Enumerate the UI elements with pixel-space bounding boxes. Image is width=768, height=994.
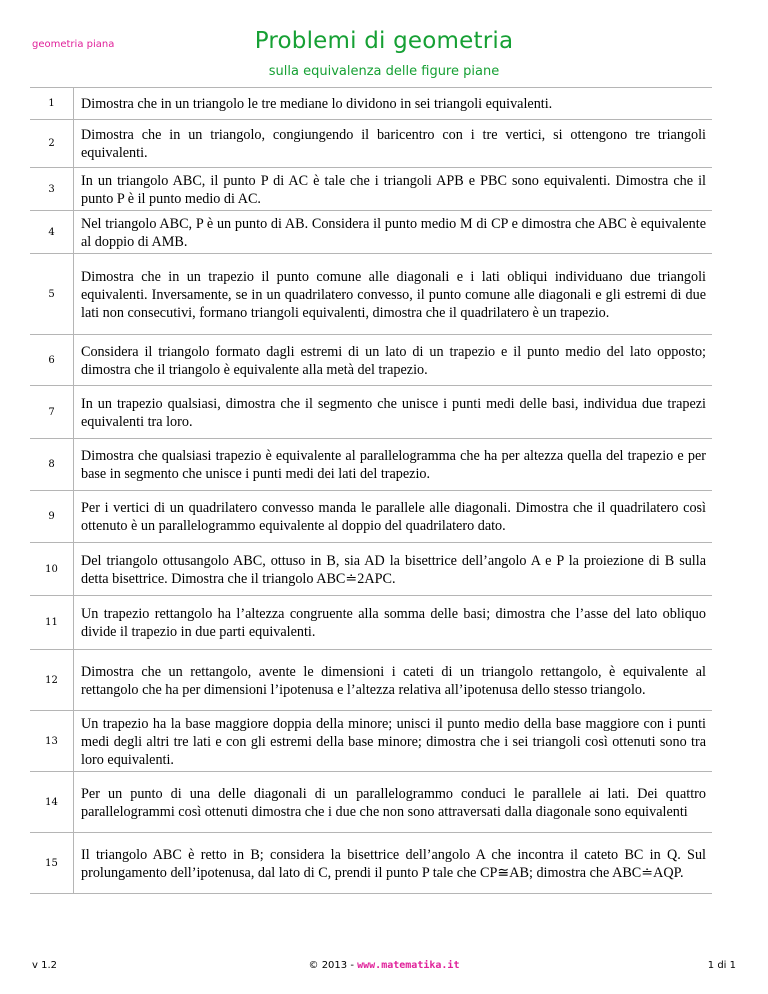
problem-number: 15 bbox=[30, 833, 74, 893]
problem-row bbox=[30, 772, 712, 833]
footer-copyright bbox=[0, 960, 768, 971]
problem-text: Dimostra che in un triangolo, congiungendo il baricentro con i tre vertici, si ottengono tre triangoli equivalenti. bbox=[81, 127, 706, 161]
problem-text: Dimostra che in un triangolo le tre mediane lo dividono in sei triangoli equivalenti. bbox=[81, 96, 553, 112]
problem-number: 6 bbox=[30, 335, 74, 385]
problem-number: 5 bbox=[30, 254, 74, 334]
footer-page-number: 1 di 1 bbox=[707, 960, 736, 971]
problem-row bbox=[30, 386, 712, 439]
footer-version: v 1.2 bbox=[32, 960, 57, 971]
problem-row bbox=[30, 120, 712, 168]
problem-row bbox=[30, 211, 712, 254]
page-subtitle: sulla equivalenza delle figure piane bbox=[268, 64, 500, 79]
problem-row bbox=[30, 650, 712, 711]
problem-text: Un trapezio rettangolo ha l’altezza congruente alla somma delle basi; dimostra che l’asse del lato obliquo divide il trapezio in due parti equivalenti. bbox=[81, 606, 706, 640]
problem-text: In un trapezio qualsiasi, dimostra che il segmento che unisce i punti medi delle basi, individua due trapezi equivalenti tra loro. bbox=[81, 395, 706, 430]
problem-number: 12 bbox=[30, 650, 74, 710]
problems-table bbox=[30, 87, 712, 894]
problem-number: 1 bbox=[30, 88, 74, 119]
problem-text: Il triangolo ABC è retto in B; considera la bisettrice dell’angolo A che incontra il cateto BC in Q. Sul prolungamento dell’ipotenusa, dal lato di C, prendi il punto P tale che CP≅AB; dimostra che ABC≐AQP. bbox=[81, 846, 706, 881]
problem-number: 7 bbox=[30, 386, 74, 438]
problem-text: Del triangolo ottusangolo ABC, ottuso in B, sia AD la bisettrice dell’angolo A e P la proiezione di B sulla detta bisettrice. Dimostra che il triangolo ABC≐2APC. bbox=[81, 552, 706, 587]
header-tag: geometria piana bbox=[32, 39, 115, 50]
problem-number: 2 bbox=[30, 120, 74, 167]
problem-number: 9 bbox=[30, 491, 74, 542]
problem-number: 4 bbox=[30, 211, 74, 253]
problem-text: Dimostra che in un trapezio il punto comune alle diagonali e i lati obliqui individuano due triangoli equivalenti. Inversamente, se in un quadrilatero convesso, il punto comune alle diagonali e gli estremi di due lati non consecutivi, formano triangoli equivalenti, dimostra che il quadrilatero è un trapezio. bbox=[81, 268, 706, 321]
problem-number: 8 bbox=[30, 439, 74, 490]
problem-text: Per i vertici di un quadrilatero convesso manda le parallele alle diagonali. Dimostra che il quadrilatero così ottenuto è un parallelogrammo equivalente al doppio del quadrilatero dato. bbox=[81, 500, 706, 534]
problem-row bbox=[30, 88, 712, 120]
problem-row bbox=[30, 711, 712, 772]
problem-row bbox=[30, 543, 712, 596]
problem-number: 10 bbox=[30, 543, 74, 595]
footer-site-link[interactable]: www.matematika.it bbox=[357, 960, 460, 971]
problem-row bbox=[30, 596, 712, 650]
footer-copyright-text: © 2013 - bbox=[308, 960, 358, 971]
problem-number: 3 bbox=[30, 168, 74, 210]
problem-text: Per un punto di una delle diagonali di un parallelogrammo conduci le parallele ai lati. Dei quattro parallelogrammi così ottenuti dimostra che i due che non sono attraversati dalla diagonale sono equivalenti bbox=[81, 785, 706, 820]
page-title: Problemi di geometria bbox=[254, 28, 514, 54]
problem-row bbox=[30, 168, 712, 211]
problem-row bbox=[30, 833, 712, 894]
problem-number: 13 bbox=[30, 711, 74, 771]
problem-number: 11 bbox=[30, 596, 74, 649]
problem-row bbox=[30, 254, 712, 335]
problem-text: In un triangolo ABC, il punto P di AC è tale che i triangoli APB e PBC sono equivalenti. Dimostra che il punto P è il punto medio di AC. bbox=[81, 172, 706, 207]
problem-row bbox=[30, 335, 712, 386]
problem-text: Dimostra che un rettangolo, avente le dimensioni i cateti di un triangolo rettangolo, è equivalente al rettangolo che ha per dimensioni l’ipotenusa e l’altezza relativa all’ipotenusa dello stesso triangolo. bbox=[81, 663, 706, 698]
problem-text: Un trapezio ha la base maggiore doppia della minore; unisci il punto medio della base maggiore con i punti medi degli altri tre lati e con gli estremi della base minore; dimostra che i sei triangoli così ottenuti sono tra loro equivalenti. bbox=[81, 715, 706, 768]
problem-text: Dimostra che qualsiasi trapezio è equivalente al parallelogramma che ha per altezza quella del trapezio e per base in segmento che unisce i punti medi dei lati del trapezio. bbox=[81, 448, 706, 482]
problem-text: Considera il triangolo formato dagli estremi di un lato di un trapezio e il punto medio del lato opposto; dimostra che il triangolo è equivalente alla metà del trapezio. bbox=[81, 343, 706, 378]
problem-number: 14 bbox=[30, 772, 74, 832]
problem-row bbox=[30, 491, 712, 543]
problem-row bbox=[30, 439, 712, 491]
problem-text: Nel triangolo ABC, P è un punto di AB. Considera il punto medio M di CP e dimostra che ABC è equivalente al doppio di AMB. bbox=[81, 215, 706, 250]
